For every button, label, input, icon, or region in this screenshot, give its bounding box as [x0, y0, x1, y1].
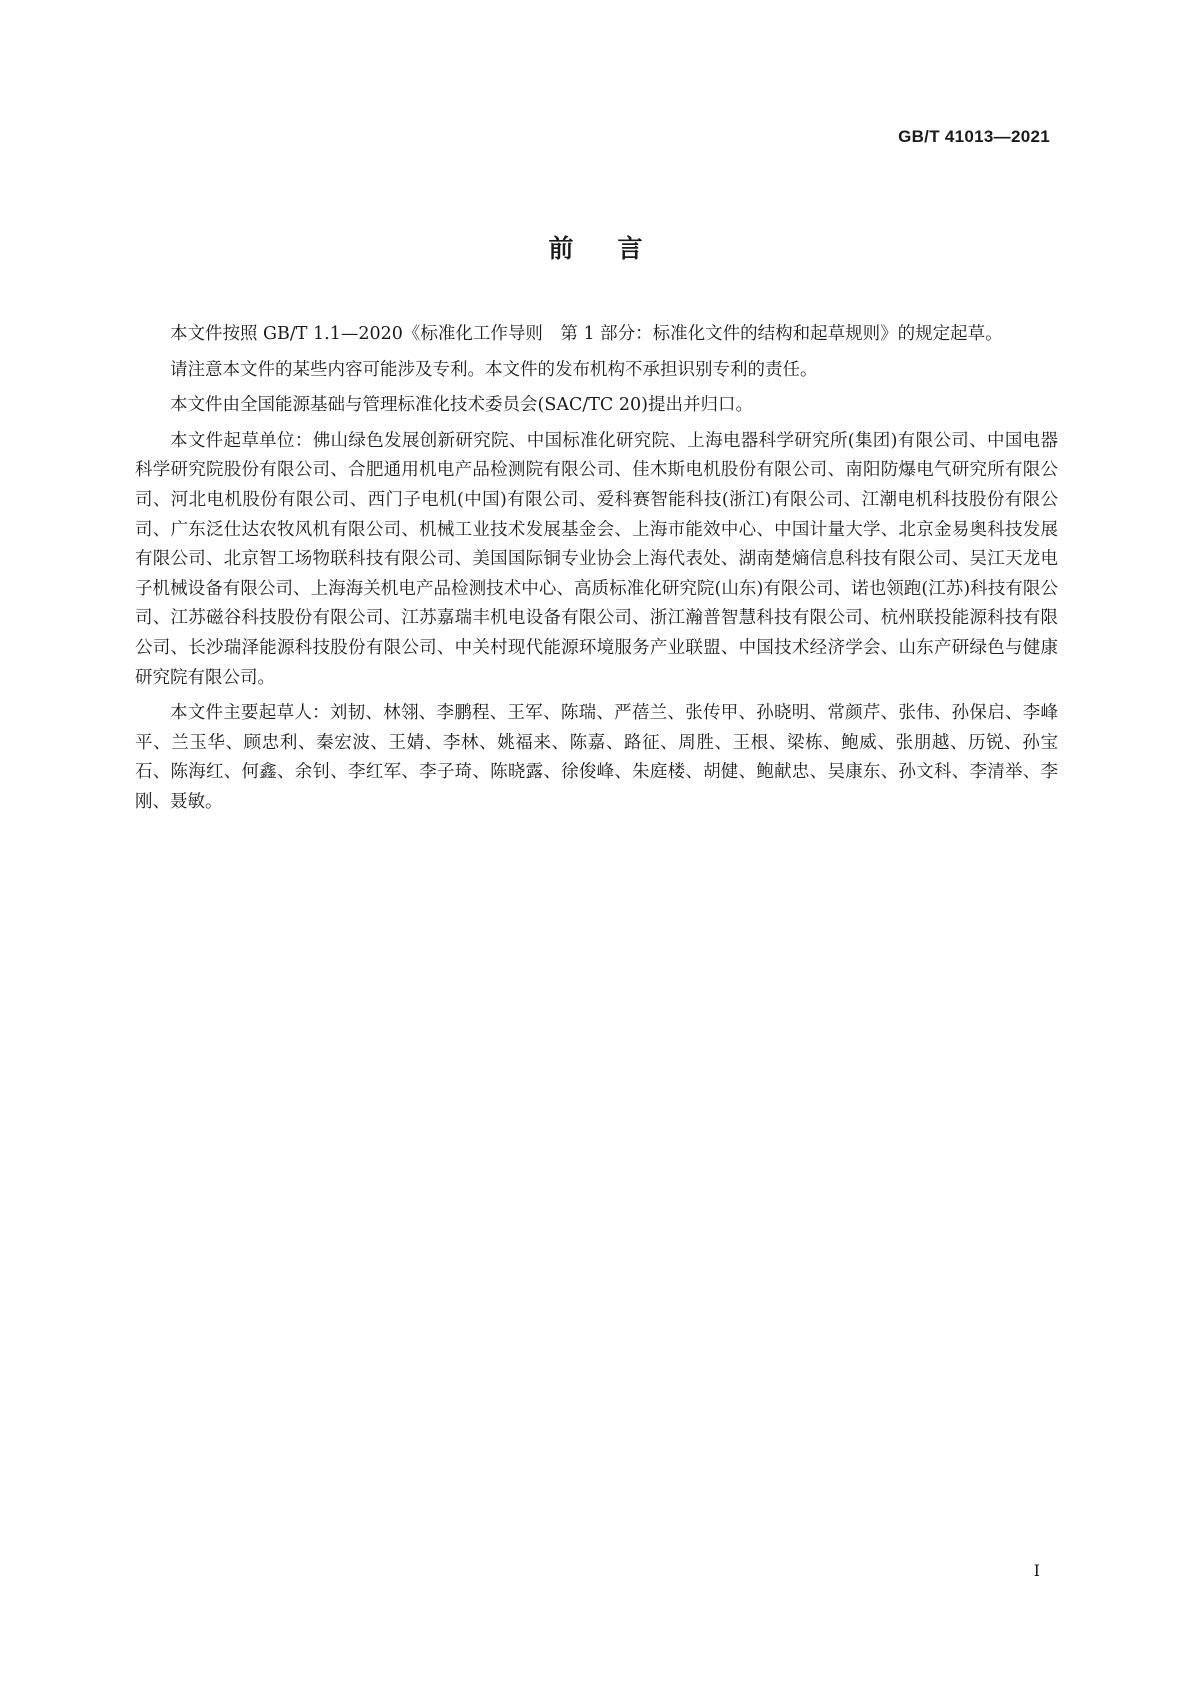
paragraph-drafting-rules: 本文件按照 GB/T 1.1—2020《标准化工作导则 第 1 部分：标准化文件的结构和起草规则》的规定起草。 [170, 324, 1003, 344]
paragraph-drafting-units: 本文件起草单位：佛山绿色发展创新研究院、中国标准化研究院、上海电器科学研究所(集团)有限公司、中国电器科学研究院股份有限公司、合肥通用机电产品检测院有限公司、佳木斯电机股份有限公司、南阳防爆电气研究所有限公司、河北电机股份有限公司、西门子电机(中国)有限公司、爱科赛智能科技(浙江)有限公司、江潮电机科技股份有限公司、广东泛仕达农牧风机有限公司、机械工业技术发展基金会、上海市能效中心、中国计量大学、北京金易奥科技发展有限公司、北京智工场物联科技有限公司、美国国际铜专业协会上海代表处、湖南楚熵信息科技有限公司、吴江天龙电子机械设备有限公司、上海海关机电产品检测技术中心、高质标准化研究院(山东)有限公司、诺也领跑(江苏)科技有限公司、江苏磁谷科技股份有限公司、江苏嘉瑞丰机电设备有限公司、浙江瀚普智慧科技有限公司、杭州联投能源科技有限公司、长沙瑞泽能源科技股份有限公司、中关村现代能源环境服务产业联盟、中国技术经济学会、山东产研绿色与健康研究院有限公司。 [135, 430, 1058, 688]
foreword-body [135, 320, 1058, 824]
paragraph-proposed-by: 本文件由全国能源基础与管理标准化技术委员会(SAC/TC 20)提出并归口。 [170, 395, 753, 416]
paragraph-main-drafters: 本文件主要起草人：刘韧、林翎、李鹏程、王军、陈瑞、严蓓兰、张传甲、孙晓明、常颜芹、张伟、孙保启、李峰平、兰玉华、顾忠利、秦宏波、王婧、李林、姚福来、陈嘉、路征、周胜、王根、梁栋、鲍威、张朋越、历锐、孙宝石、陈海红、何鑫、余钊、李红军、李子琦、陈晓露、徐俊峰、朱庭楼、胡健、鲍献忠、吴康东、孙文科、李清举、李刚、聂敏。 [135, 703, 1058, 812]
paragraph-patent-notice: 请注意本文件的某些内容可能涉及专利。本文件的发布机构不承担识别专利的责任。 [170, 359, 818, 380]
page-title: 前言 [548, 234, 687, 263]
document-code: GB/T 41013—2021 [898, 127, 1050, 146]
page-number: I [1033, 1561, 1040, 1580]
